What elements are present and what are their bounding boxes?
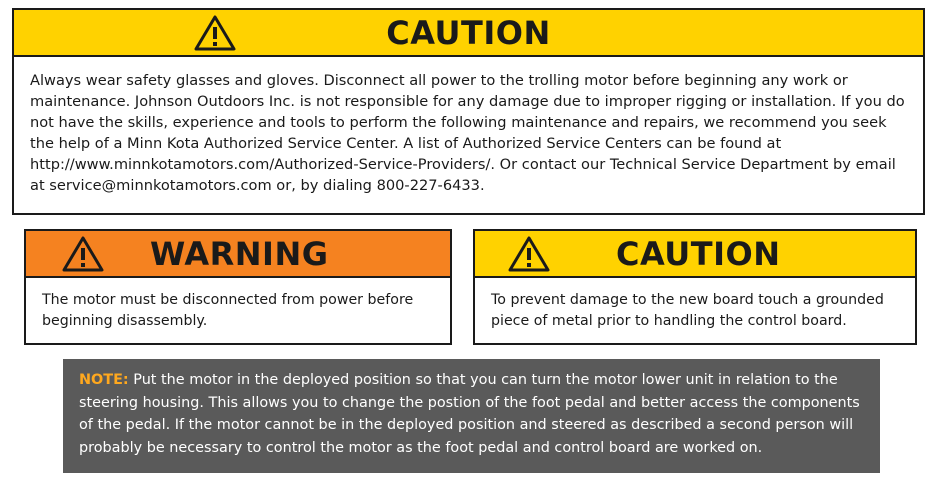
- warning-triangle-icon: [194, 15, 236, 51]
- caution-panel-board: [473, 229, 917, 345]
- caution-header: [475, 231, 915, 278]
- warning-triangle-icon: [62, 236, 104, 272]
- caution-header: [14, 10, 923, 57]
- caution-title: CAUTION: [616, 234, 781, 273]
- warning-header: [26, 231, 450, 278]
- caution-panel-main: [12, 8, 925, 215]
- caution-title: CAUTION: [386, 13, 551, 52]
- note-label: NOTE:: [79, 372, 129, 388]
- note-text: Put the motor in the deployed position so that you can turn the motor lower unit in relation to the steering housing. This allows you to change the postion of the foot pedal and better access the components of the pedal. If the motor cannot be in the deployed position and steered as described a second person will probably be necessary to control the motor as the foot pedal and control board are worked on.: [79, 372, 860, 456]
- warning-title: WARNING: [150, 234, 329, 273]
- caution-text: To prevent damage to the new board touch a grounded piece of metal prior to handling the control board.: [491, 292, 884, 329]
- caution-text: Always wear safety glasses and gloves. Disconnect all power to the trolling motor before beginning any work or maintenance. Johnson Outdoors Inc. is not responsible for any damage due to improper rigging or installation. If you do not have the skills, experience and tools to perform the following maintenance and repairs, we recommend you seek the help of a Minn Kota Authorized Service Center. A list of Authorized Service Centers can be found at http://www.minnkotamotors.com/Authorized-Service-Providers/. Or contact our Technical Service Department by email at service@minnkotamotors.com or, by dialing 800-227-6433.: [30, 72, 905, 194]
- warning-text: The motor must be disconnected from power before beginning disassembly.: [42, 292, 414, 329]
- warning-panel: [24, 229, 452, 345]
- warning-triangle-icon: [508, 236, 550, 272]
- note-panel: [63, 359, 880, 473]
